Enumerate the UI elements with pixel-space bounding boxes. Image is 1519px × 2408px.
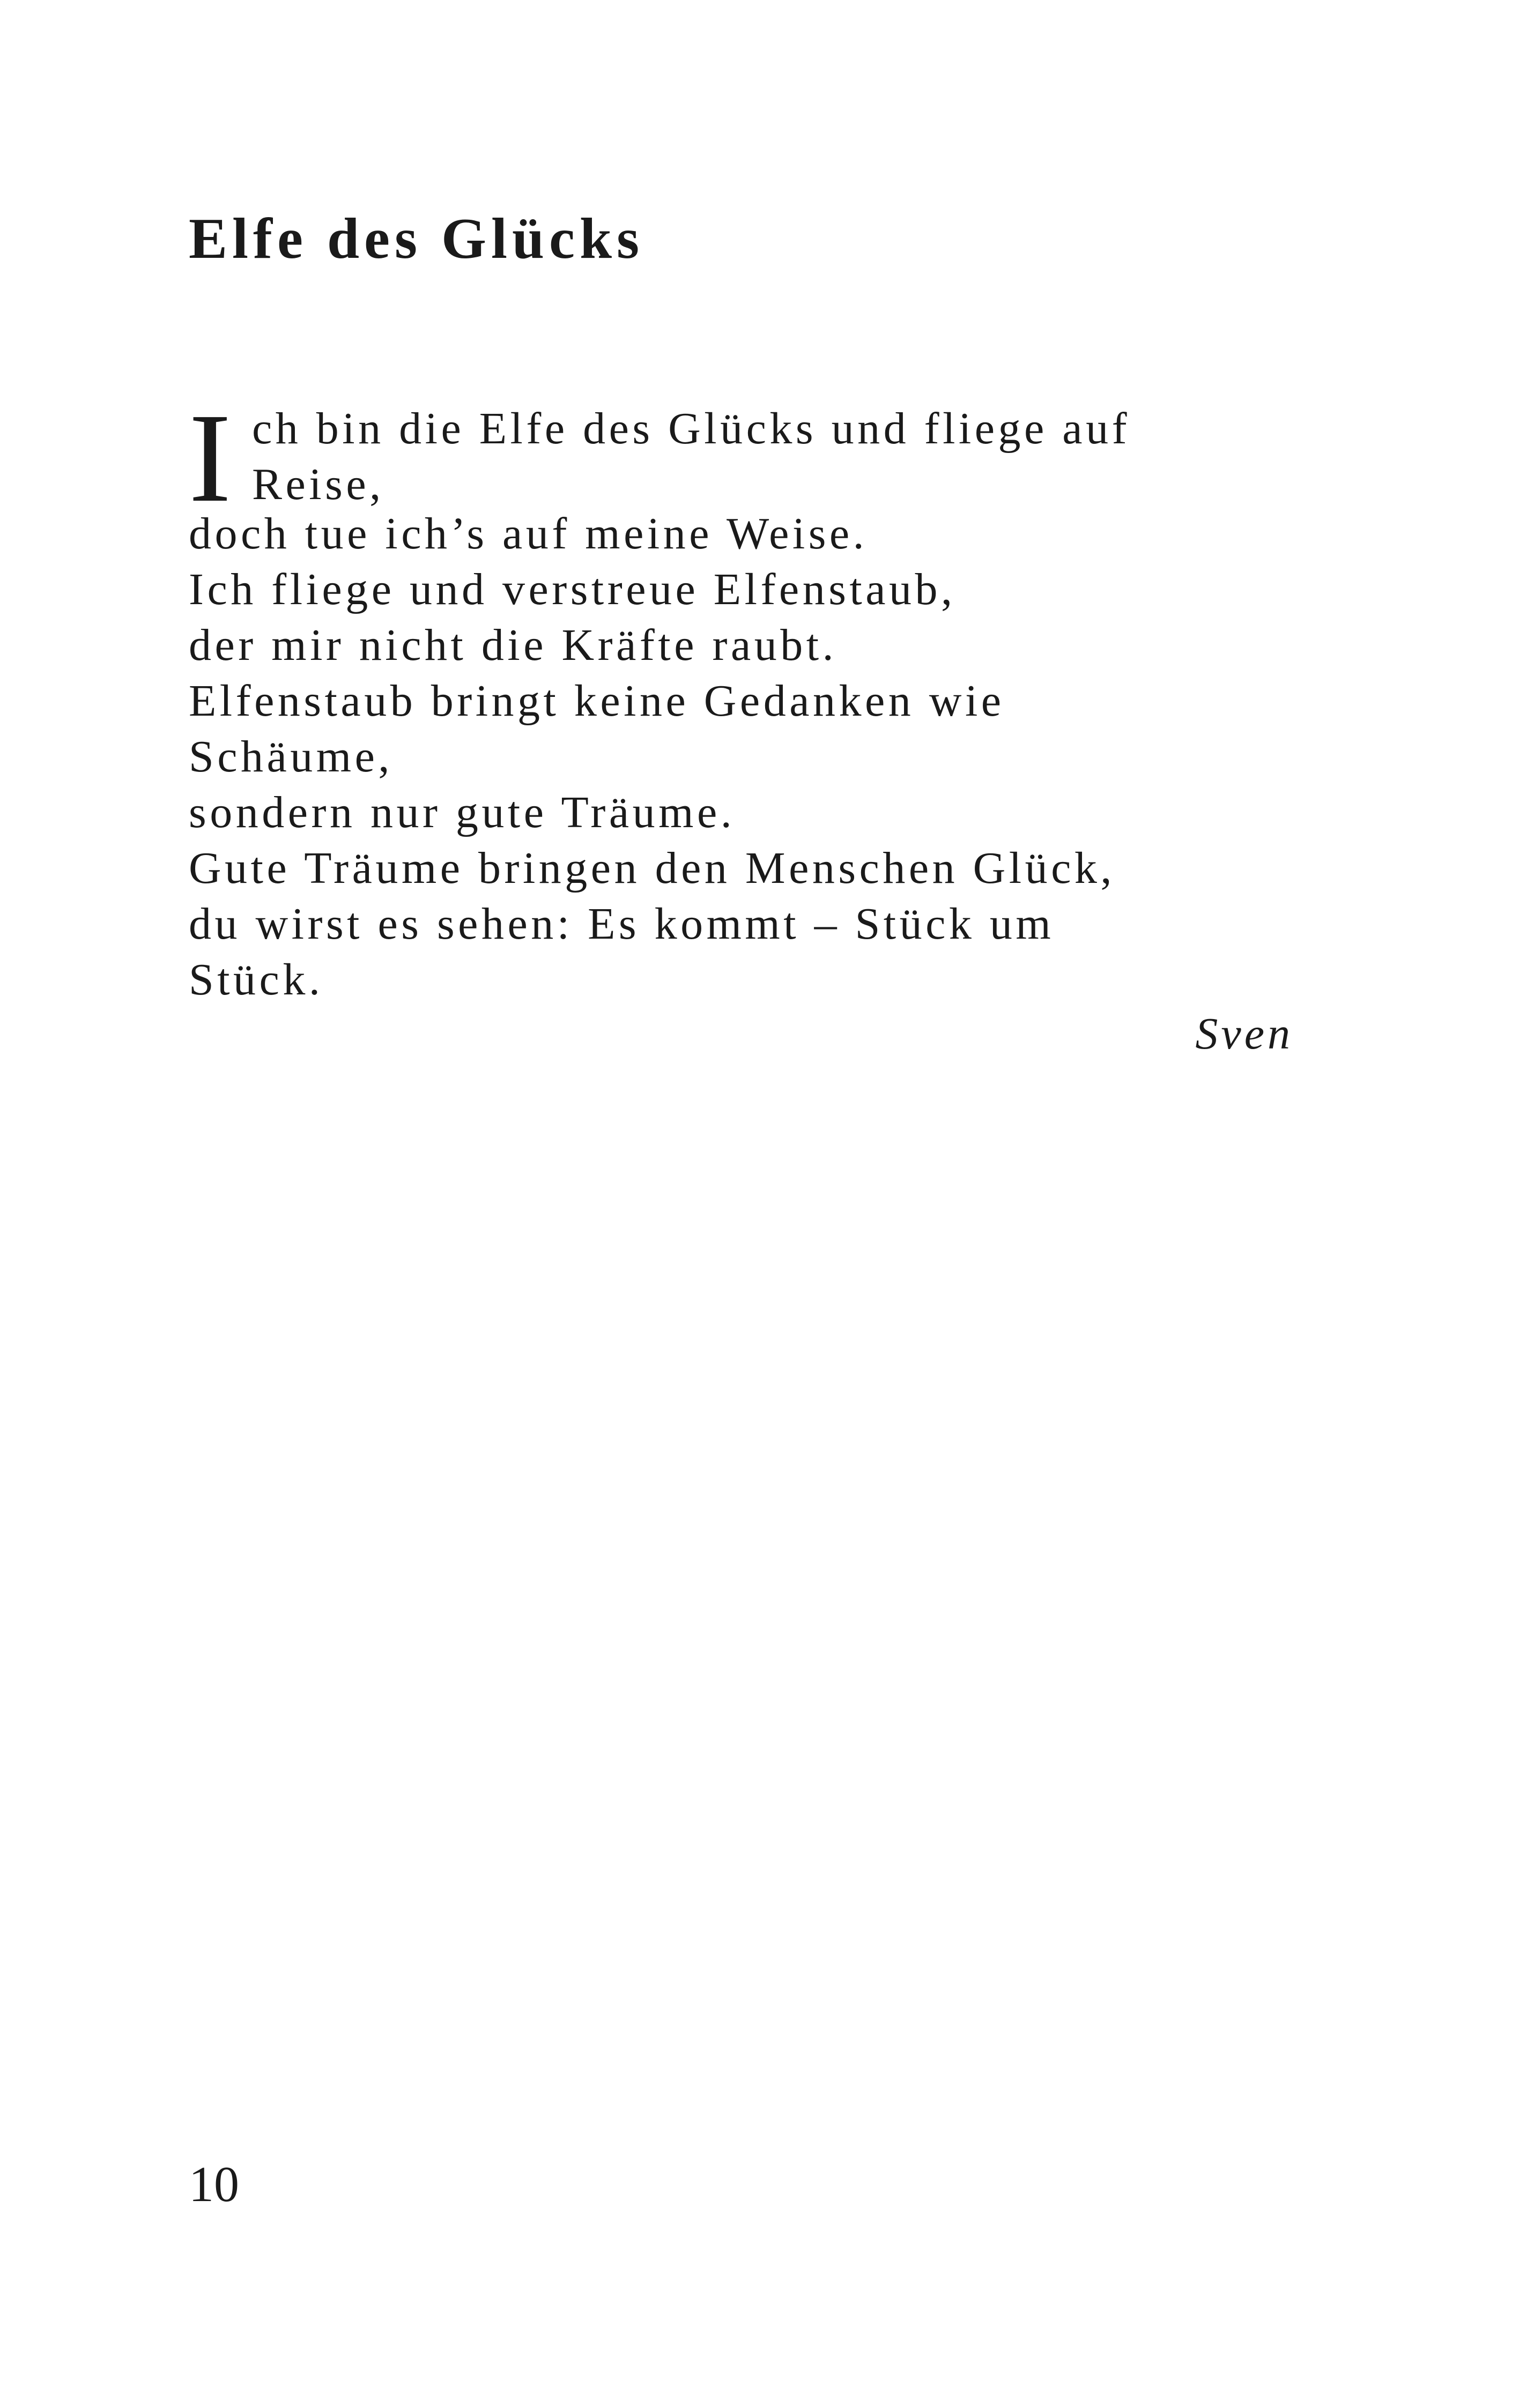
poem-line: der mir nicht die Kräfte raubt.	[189, 620, 838, 670]
drop-cap: I	[189, 388, 232, 529]
poem-line: sondern nur gute Träume.	[189, 787, 736, 837]
poem-line: Reise,	[252, 459, 384, 509]
poem-author: Sven	[1195, 1009, 1293, 1059]
poem-line: du wirst es sehen: Es kommt – Stück um	[189, 899, 1055, 949]
poem-line: Schäume,	[189, 732, 393, 782]
poem-line: Elfenstaub bringt keine Gedanken wie	[189, 676, 1005, 726]
poem-title: Elfe des Glücks	[189, 207, 644, 271]
poem-line: Stück.	[189, 955, 324, 1005]
page-number: 10	[189, 2157, 239, 2212]
poem-line: doch tue ich’s auf meine Weise.	[189, 509, 868, 559]
poem-line: Ich fliege und verstreue Elfenstaub,	[189, 564, 956, 614]
first-verse-line	[189, 388, 1293, 529]
poem-line: ch bin die Elfe des Glücks und fliege auf	[252, 404, 1131, 454]
poem-body	[189, 388, 1293, 1059]
poem-line: Gute Träume bringen den Menschen Glück,	[189, 843, 1115, 893]
